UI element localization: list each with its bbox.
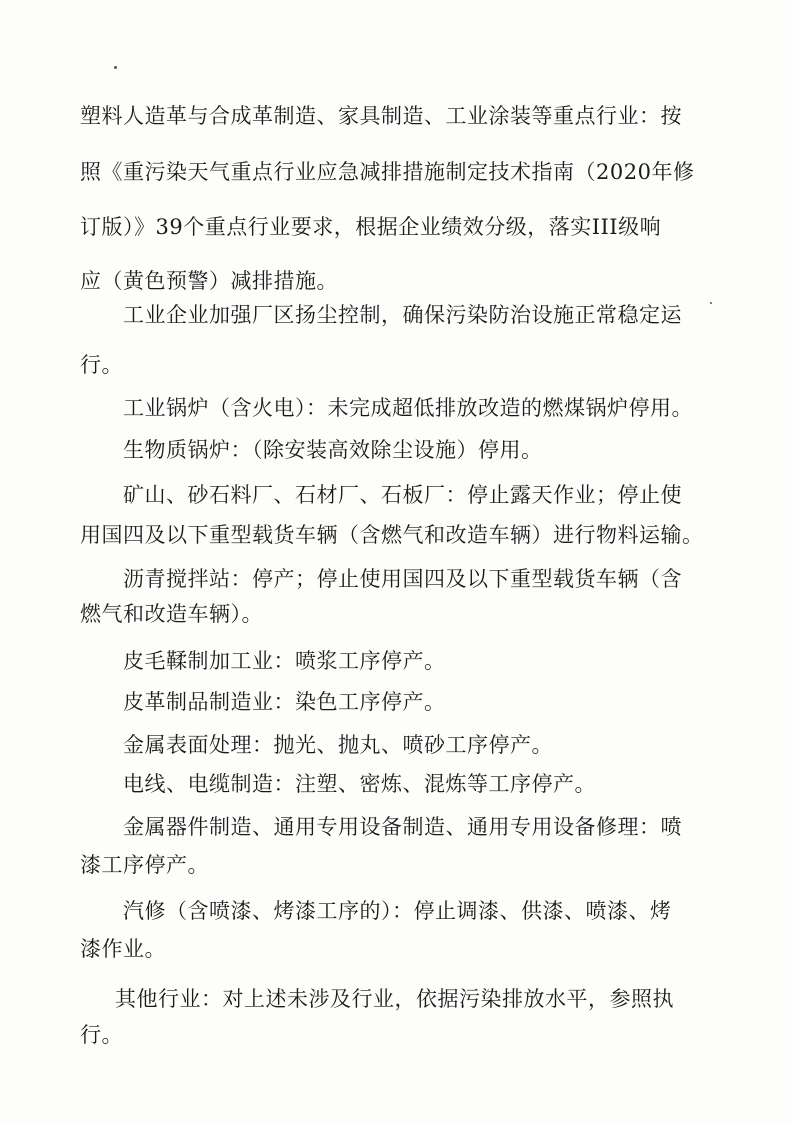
paragraph-line-18: 漆工序停产。 xyxy=(80,853,209,877)
paragraph-line-1: 塑料人造革与合成革制造、家具制造、工业涂装等重点行业：按 xyxy=(80,104,682,128)
paragraph-line-13: 皮毛鞣制加工业：喷浆工序停产。 xyxy=(123,649,446,673)
paragraph-line-4: 应（黄色预警）减排措施。 xyxy=(80,269,338,293)
paragraph-line-6: 行。 xyxy=(80,353,123,377)
paragraph-line-15: 金属表面处理：抛光、抛丸、喷砂工序停产。 xyxy=(123,733,553,757)
paragraph-line-17: 金属器件制造、通用专用设备制造、通用专用设备修理：喷 xyxy=(123,815,682,839)
scan-speck xyxy=(710,302,712,304)
paragraph-line-3: 订版）》39个重点行业要求，根据企业绩效分级，落实III级响 xyxy=(80,215,662,239)
paragraph-line-5: 工业企业加强厂区扬尘控制，确保污染防治设施正常稳定运 xyxy=(123,303,682,327)
paragraph-line-21: 其他行业：对上述未涉及行业，依据污染排放水平，参照执 xyxy=(115,987,674,1011)
paragraph-line-16: 电线、电缆制造：注塑、密炼、混炼等工序停产。 xyxy=(123,772,596,796)
paragraph-line-8: 生物质锅炉：（除安装高效除尘设施）停用。 xyxy=(123,438,543,462)
paragraph-line-7: 工业锅炉（含火电）：未完成超低排放改造的燃煤锅炉停用。 xyxy=(123,396,693,420)
paragraph-line-22: 行。 xyxy=(80,1023,123,1047)
scan-speck xyxy=(114,66,117,69)
paragraph-line-2: 照《重污染天气重点行业应急减排措施制定技术指南（2020年修 xyxy=(80,160,695,184)
paragraph-line-14: 皮革制品制造业：染色工序停产。 xyxy=(123,690,446,714)
paragraph-line-11: 沥青搅拌站：停产；停止使用国四及以下重型载货车辆（含 xyxy=(123,567,682,591)
paragraph-line-20: 漆作业。 xyxy=(80,937,166,961)
paragraph-line-12: 燃气和改造车辆）。 xyxy=(80,602,263,626)
paragraph-line-10: 用国四及以下重型载货车辆（含燃气和改造车辆）进行物料运输。 xyxy=(80,523,704,547)
paragraph-line-9: 矿山、砂石料厂、石材厂、石板厂：停止露天作业；停止使 xyxy=(123,483,682,507)
paragraph-line-19: 汽修（含喷漆、烤漆工序的）：停止调漆、供漆、喷漆、烤 xyxy=(123,899,672,923)
